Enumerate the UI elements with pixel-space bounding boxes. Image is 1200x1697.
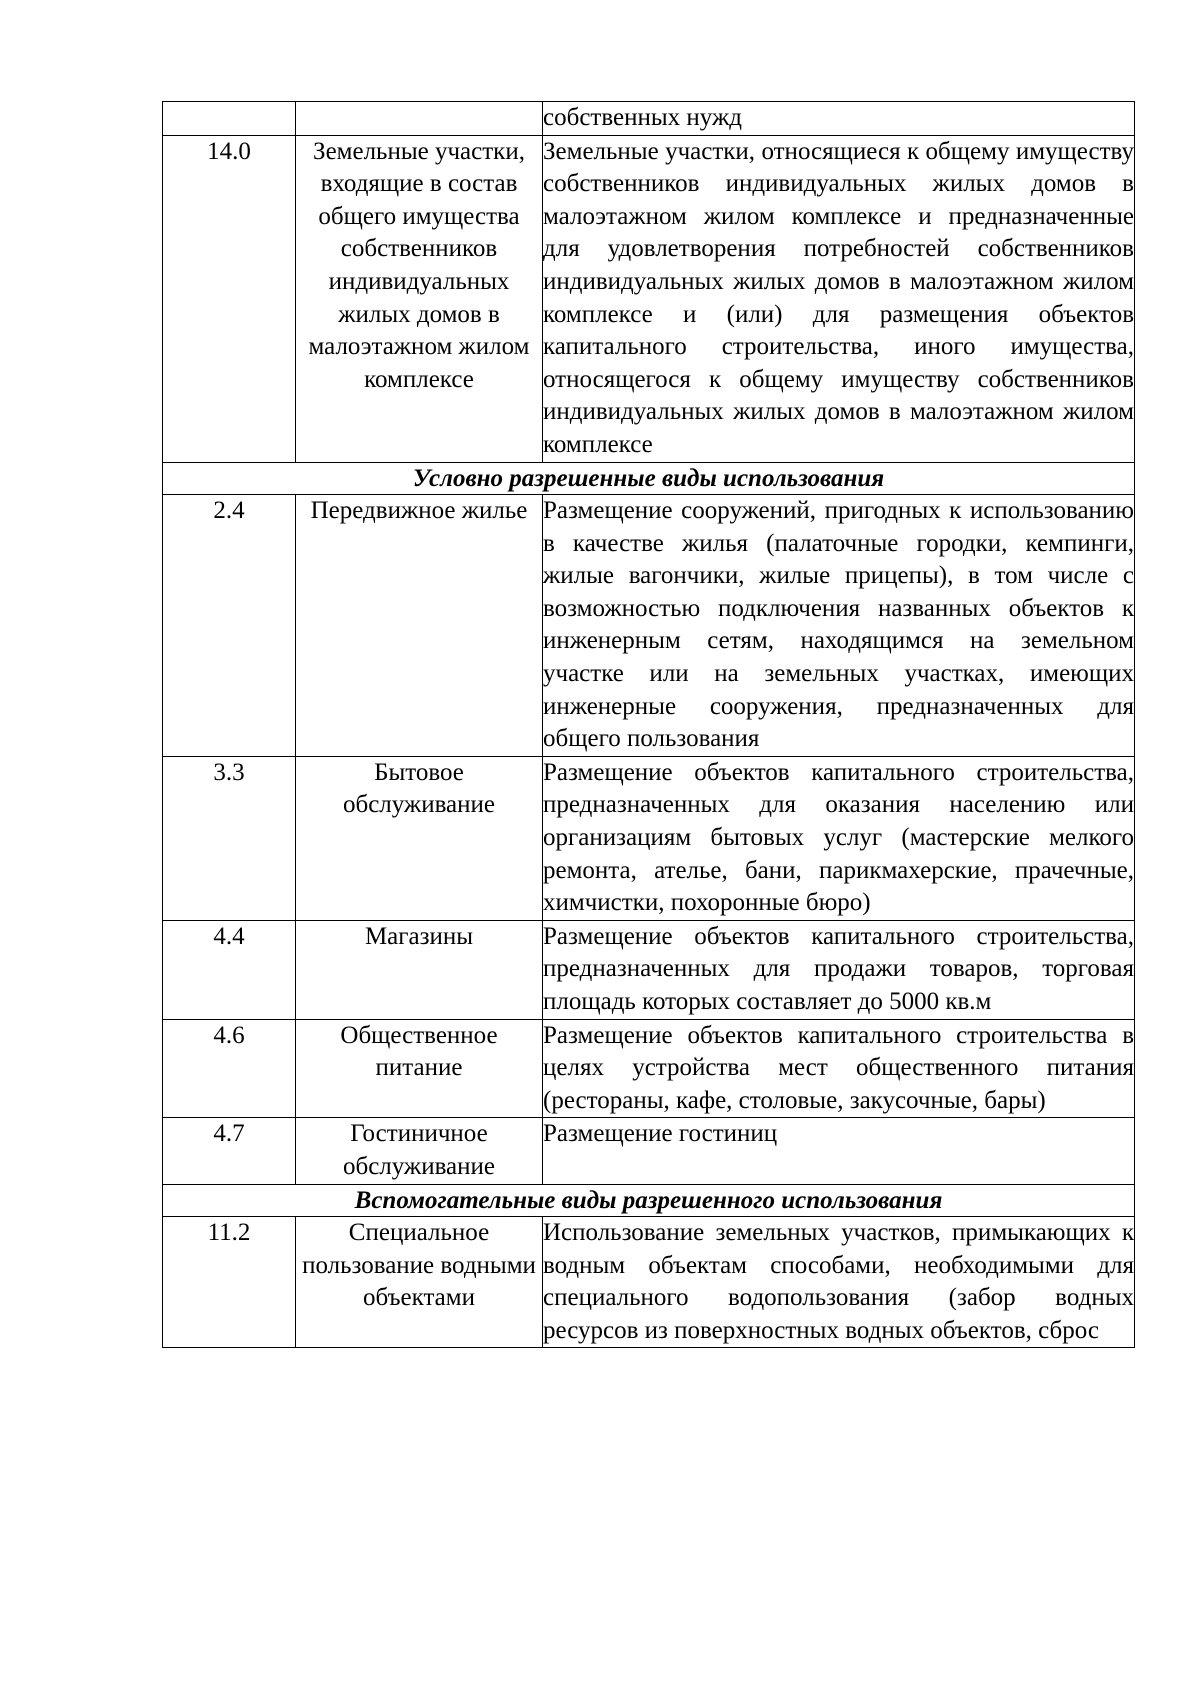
section-row (163, 1184, 1135, 1217)
description-cell: Размещение объектов капитального строительства, предназначенных для оказания населению или организациям бытовых услуг (мастерские мелкого ремонта, ателье, бани, парикмахерские, прачечные, химчистки, похоронные бюро) (543, 756, 1135, 920)
description-cell: Использование земельных участков, примыкающих к водным объектам способами, необходимыми для специального водопользования (забор водных ресурсов из поверхностных водных объектов, сброс (543, 1217, 1135, 1348)
section-heading-conditional: Условно разрешенные виды использования (163, 462, 1135, 495)
code-cell: 14.0 (163, 135, 296, 462)
table-row (163, 1019, 1135, 1118)
name-cell: Гостиничное обслуживание (296, 1118, 543, 1184)
table-row (163, 920, 1135, 1019)
table-row (163, 1217, 1135, 1348)
name-cell: Специальное пользование водными объектами (296, 1217, 543, 1348)
name-cell: Магазины (296, 920, 543, 1019)
description-cell: Размещение объектов капитального строительства, предназначенных для продажи товаров, торговая площадь которых составляет до 5000 кв.м (543, 920, 1135, 1019)
table-row (163, 495, 1135, 757)
land-use-table (162, 101, 1135, 1348)
code-cell: 4.7 (163, 1118, 296, 1184)
description-cell: Земельные участки, относящиеся к общему имуществу собственников индивидуальных жилых домов в малоэтажном жилом комплексе и предназначенные для удовлетворения потребностей собственников индивидуальных жилых домов в малоэтажном жилом комплексе и (или) для размещения объектов капитального строительства, иного имущества, относящегося к общему имуществу собственников индивидуальных жилых домов в малоэтажном жилом комплексе (543, 135, 1135, 462)
code-cell: 2.4 (163, 495, 296, 757)
description-cell: Размещение объектов капитального строительства в целях устройства мест общественного питания (рестораны, кафе, столовые, закусочные, бары) (543, 1019, 1135, 1118)
table-row (163, 102, 1135, 136)
section-heading-auxiliary: Вспомогательные виды разрешенного использования (163, 1184, 1135, 1217)
code-cell: 4.4 (163, 920, 296, 1019)
table-row (163, 135, 1135, 462)
name-cell: Бытовое обслуживание (296, 756, 543, 920)
name-cell: Земельные участки, входящие в состав общего имущества собственников индивидуальных жилых домов в малоэтажном жилом комплексе (296, 135, 543, 462)
description-cell: собственных нужд (543, 102, 1135, 136)
description-cell: Размещение сооружений, пригодных к использованию в качестве жилья (палаточные городки, кемпинги, жилые вагончики, жилые прицепы), в том числе с возможностью подключения названных объектов к инженерным сетям, находящимся на земельном участке или на земельных участках, имеющих инженерные сооружения, предназначенных для общего пользования (543, 495, 1135, 757)
description-cell: Размещение гостиниц (543, 1118, 1135, 1184)
table-row (163, 756, 1135, 920)
code-cell: 11.2 (163, 1217, 296, 1348)
code-cell: 3.3 (163, 756, 296, 920)
name-cell: Передвижное жилье (296, 495, 543, 757)
table-row (163, 1118, 1135, 1184)
name-cell: Общественное питание (296, 1019, 543, 1118)
name-cell (296, 102, 543, 136)
code-cell: 4.6 (163, 1019, 296, 1118)
section-row (163, 462, 1135, 495)
code-cell (163, 102, 296, 136)
